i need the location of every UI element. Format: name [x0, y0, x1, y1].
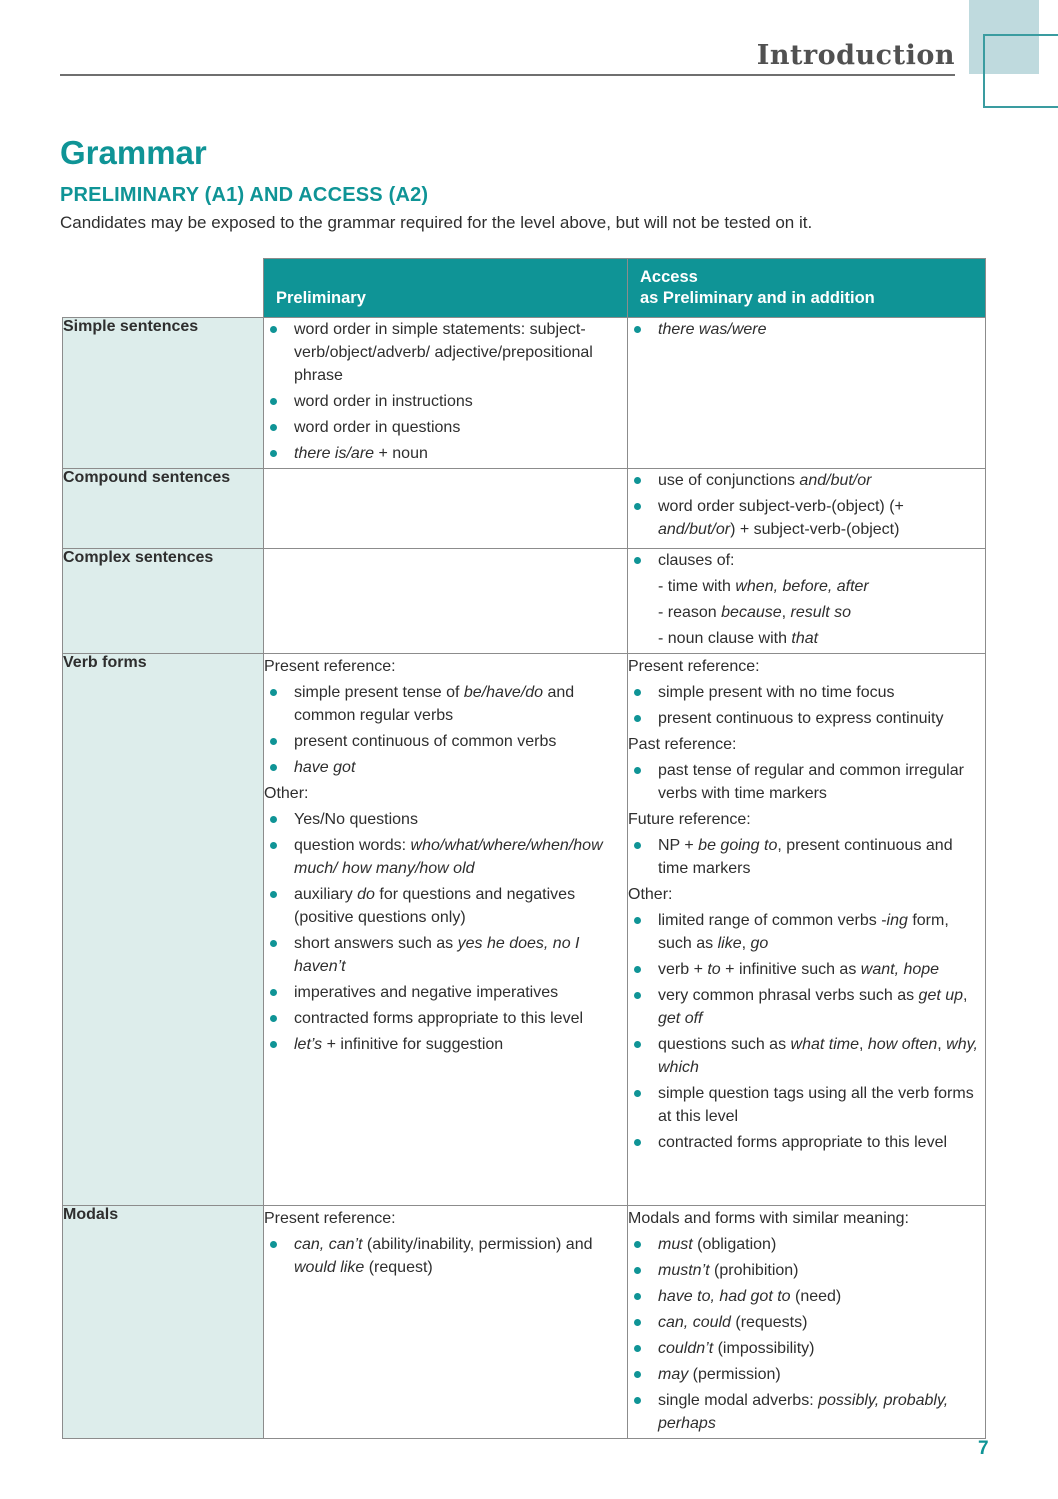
- bullet-item: have got: [264, 756, 627, 779]
- bullet-icon: [264, 834, 294, 880]
- bullet-item: word order in simple statements: subject-verb/object/adverb/ adjective/prepositional phrase: [264, 318, 627, 387]
- bullet-item: clauses of:: [628, 549, 985, 572]
- row-label-cell: Verb forms: [63, 654, 264, 1206]
- bullet-icon: [628, 469, 658, 492]
- bullet-icon: [264, 1033, 294, 1056]
- access-cell: [628, 549, 986, 654]
- bullet-item: short answers such as yes he does, no I haven’t: [264, 932, 627, 978]
- bullet-item: question words: who/what/where/when/how much/ how many/how old: [264, 834, 627, 880]
- bullet-item: questions such as what time, how often, why, which: [628, 1033, 985, 1079]
- bullet-item: auxiliary do for questions and negatives (positive questions only): [264, 883, 627, 929]
- bullet-icon: [264, 730, 294, 753]
- bullet-item: mustn’t (prohibition): [628, 1259, 985, 1282]
- column-header-label: Preliminary: [276, 289, 366, 307]
- group-heading: Modals and forms with similar meaning:: [628, 1210, 909, 1227]
- preliminary-cell: [264, 469, 628, 549]
- bullet-icon: [628, 958, 658, 981]
- bullet-icon: [628, 1033, 658, 1079]
- bullet-item: simple present with no time focus: [628, 681, 985, 704]
- page-number: 7: [978, 1438, 989, 1459]
- bullet-item: can, can’t (ability/inability, permission) and would like (request): [264, 1233, 627, 1279]
- bullet-icon: [264, 756, 294, 779]
- bullet-icon: [628, 1131, 658, 1154]
- table-row: [63, 469, 986, 549]
- grammar-table: [62, 258, 986, 1439]
- bullet-icon: [628, 1285, 658, 1308]
- bullet-icon: [628, 1337, 658, 1360]
- bullet-icon: [264, 318, 294, 387]
- bullet-icon: [628, 1363, 658, 1386]
- bullet-icon: [264, 883, 294, 929]
- preliminary-cell: [264, 654, 628, 1206]
- bullet-item: can, could (requests): [628, 1311, 985, 1334]
- bullet-icon: [628, 1311, 658, 1334]
- sub-item: - noun clause with that: [658, 630, 819, 647]
- table-row: [63, 549, 986, 654]
- bullet-icon: [264, 442, 294, 465]
- group-heading: Present reference:: [628, 658, 760, 675]
- bullet-item: word order in questions: [264, 416, 627, 439]
- bullet-icon: [628, 681, 658, 704]
- bullet-icon: [264, 1233, 294, 1279]
- header-rule: [60, 74, 955, 76]
- table-header-row: [63, 259, 986, 318]
- bullet-icon: [264, 932, 294, 978]
- bullet-icon: [628, 984, 658, 1030]
- bullet-item: simple present tense of be/have/do and common regular verbs: [264, 681, 627, 727]
- row-label-cell: Compound sentences: [63, 469, 264, 549]
- column-header-sublabel: as Preliminary and in addition: [640, 289, 875, 307]
- bullet-item: contracted forms appropriate to this level: [264, 1007, 627, 1030]
- bullet-icon: [264, 416, 294, 439]
- section-running-head: Introduction: [756, 40, 955, 71]
- row-label-cell: Modals: [63, 1206, 264, 1439]
- bullet-item: contracted forms appropriate to this level: [628, 1131, 985, 1154]
- bullet-item: simple question tags using all the verb forms at this level: [628, 1082, 985, 1128]
- column-header-label: Access: [640, 268, 698, 286]
- bullet-icon: [628, 759, 658, 805]
- group-heading: Present reference:: [264, 658, 396, 675]
- group-heading: Future reference:: [628, 811, 751, 828]
- bullet-icon: [264, 981, 294, 1004]
- bullet-item: present continuous of common verbs: [264, 730, 627, 753]
- bullet-icon: [628, 707, 658, 730]
- group-heading: Other:: [628, 886, 673, 903]
- bullet-icon: [628, 1082, 658, 1128]
- bullet-item: word order subject-verb-(object) (+ and/but/or) + subject-verb-(object): [628, 495, 985, 541]
- table-row: [63, 654, 986, 1206]
- bullet-icon: [628, 549, 658, 572]
- bullet-item: past tense of regular and common irregular verbs with time markers: [628, 759, 985, 805]
- group-heading: Past reference:: [628, 736, 737, 753]
- group-heading: Other:: [264, 785, 309, 802]
- intro-paragraph: Candidates may be exposed to the grammar required for the level above, but will not be tested on it.: [60, 213, 813, 232]
- bullet-item: very common phrasal verbs such as get up, get off: [628, 984, 985, 1030]
- bullet-item: use of conjunctions and/but/or: [628, 469, 985, 492]
- bullet-item: let’s + infinitive for suggestion: [264, 1033, 627, 1056]
- bullet-icon: [628, 909, 658, 955]
- bullet-icon: [628, 318, 658, 341]
- table-row: [63, 318, 986, 469]
- bullet-item: present continuous to express continuity: [628, 707, 985, 730]
- bullet-icon: [264, 808, 294, 831]
- bullet-icon: [628, 834, 658, 880]
- bullet-item: imperatives and negative imperatives: [264, 981, 627, 1004]
- row-label-cell: Complex sentences: [63, 549, 264, 654]
- bullet-icon: [264, 390, 294, 413]
- bullet-item: couldn’t (impossibility): [628, 1337, 985, 1360]
- bullet-item: there was/were: [628, 318, 985, 341]
- bullet-item: single modal adverbs: possibly, probably, perhaps: [628, 1389, 985, 1435]
- bullet-icon: [264, 681, 294, 727]
- bullet-item: verb + to + infinitive such as want, hope: [628, 958, 985, 981]
- preliminary-cell: [264, 1206, 628, 1439]
- sub-item: - reason because, result so: [658, 604, 851, 621]
- bullet-icon: [628, 1389, 658, 1435]
- bullet-icon: [264, 1007, 294, 1030]
- access-cell: [628, 318, 986, 469]
- preliminary-cell: [264, 318, 628, 469]
- sub-item: - time with when, before, after: [658, 578, 869, 595]
- column-header-preliminary: [264, 259, 628, 318]
- group-heading: Present reference:: [264, 1210, 396, 1227]
- bullet-item: word order in instructions: [264, 390, 627, 413]
- row-label-cell: Simple sentences: [63, 318, 264, 469]
- bullet-item: may (permission): [628, 1363, 985, 1386]
- bullet-item: have to, had got to (need): [628, 1285, 985, 1308]
- corner-decoration-outline: [983, 34, 1058, 108]
- bullet-icon: [628, 495, 658, 541]
- table-row: [63, 1206, 986, 1439]
- bullet-item: limited range of common verbs -ing form, such as like, go: [628, 909, 985, 955]
- bullet-item: must (obligation): [628, 1233, 985, 1256]
- access-cell: [628, 654, 986, 1206]
- column-header-access: [628, 259, 986, 318]
- bullet-item: NP + be going to, present continuous and time markers: [628, 834, 985, 880]
- bullet-item: Yes/No questions: [264, 808, 627, 831]
- preliminary-cell: [264, 549, 628, 654]
- bullet-item: there is/are + noun: [264, 442, 627, 465]
- access-cell: [628, 1206, 986, 1439]
- header-spacer-cell: [63, 259, 264, 318]
- bullet-icon: [628, 1259, 658, 1282]
- page-title: Grammar: [60, 134, 207, 171]
- level-subtitle: PRELIMINARY (A1) AND ACCESS (A2): [60, 184, 429, 206]
- access-cell: [628, 469, 986, 549]
- bullet-icon: [628, 1233, 658, 1256]
